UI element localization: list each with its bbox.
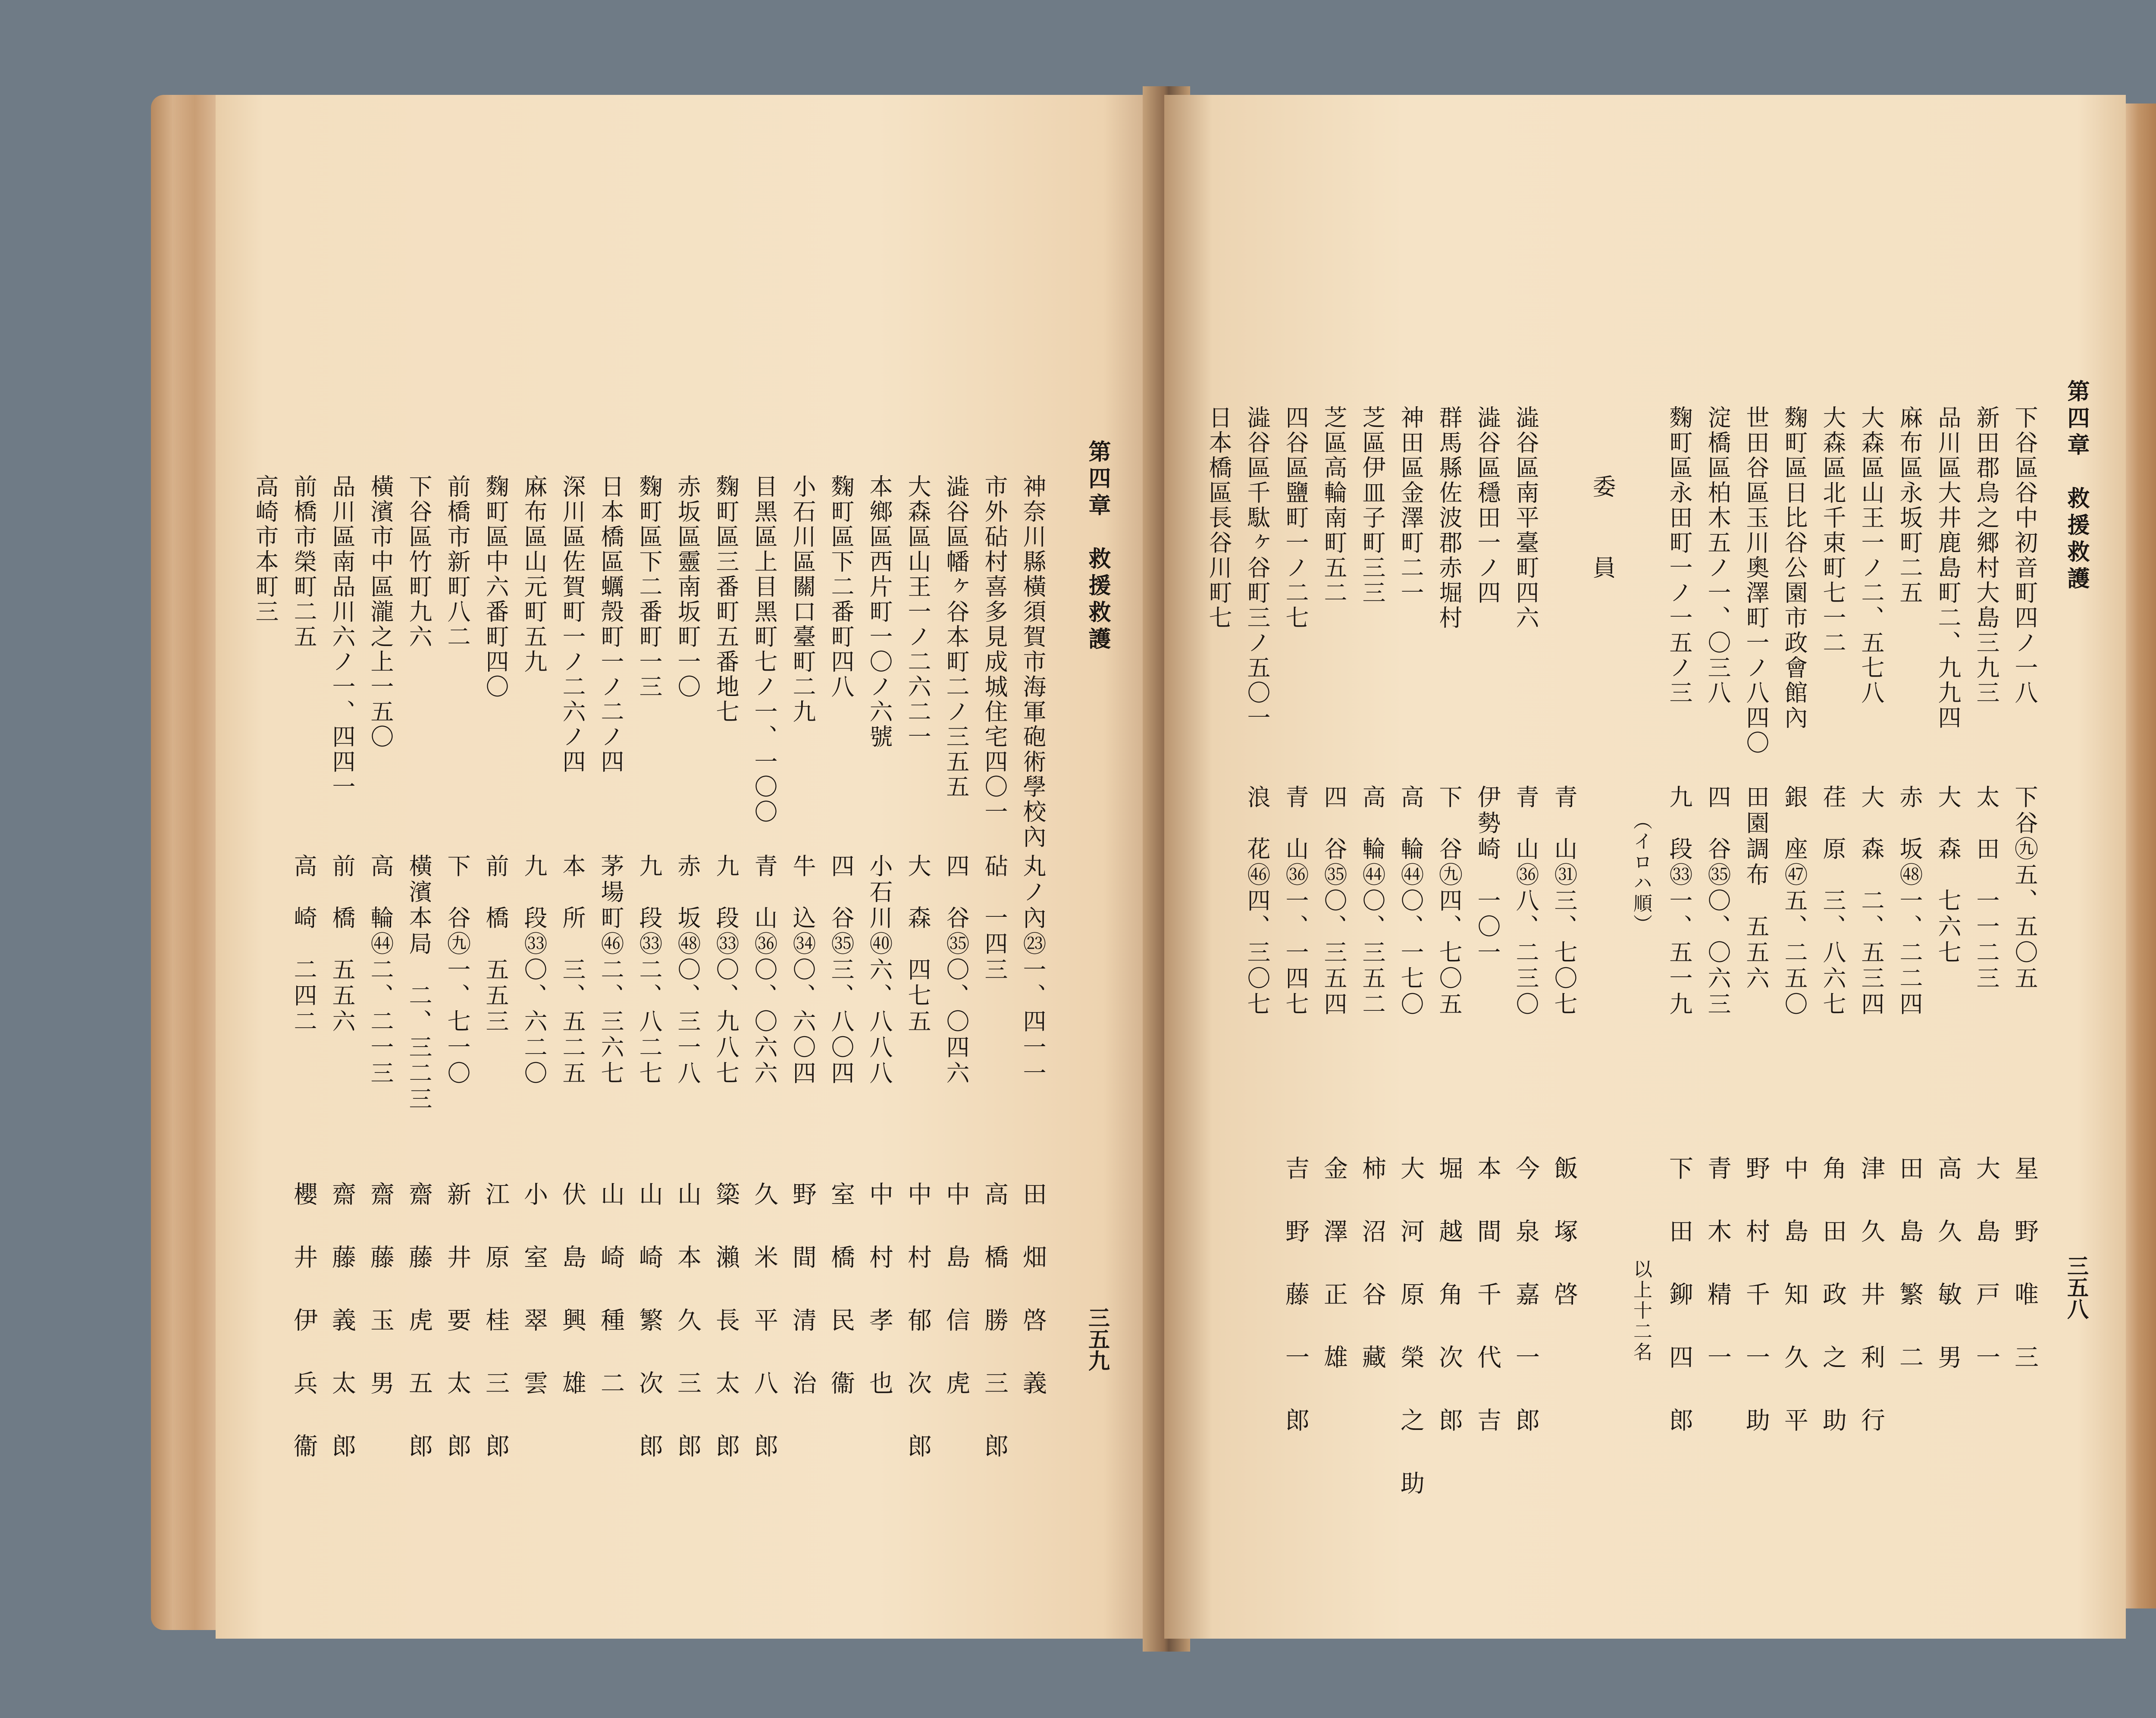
address-entry: 品川區南品川六ノ一、四四一: [329, 474, 356, 799]
phone-entry: 下 谷㊈一、七一〇: [444, 854, 471, 1087]
phone-entry: 小石川㊵六、八八八: [866, 854, 893, 1087]
member-name: 金澤正雄: [1320, 1156, 1348, 1408]
member-name: 新井要太郎: [443, 1182, 471, 1496]
phone-entry: 九 段㉝〇、六二〇: [520, 854, 548, 1087]
member-name: 星野唯三: [2011, 1156, 2039, 1408]
member-name: 中村郁次郎: [904, 1182, 932, 1496]
member-name: 山本久三郎: [674, 1182, 702, 1496]
phone-entry: 砧 一四三: [981, 854, 1008, 983]
address-entry: 目黑區上目黑町七ノ一、一〇〇: [751, 474, 778, 825]
phone-entry: （イロハ順）: [1630, 811, 1652, 935]
member-name: 田畑啓義: [1019, 1182, 1047, 1433]
phone-entry: 九 段㉝二、八二七: [636, 854, 663, 1087]
address-entry: 小石川區關口臺町二九: [789, 474, 816, 724]
right-page-header: 第四章 救援救護: [2063, 379, 2090, 593]
member-name: 堀越角次郎: [1435, 1156, 1463, 1470]
member-name: 山崎繁次郎: [635, 1182, 663, 1496]
address-entry: 下谷區竹町九六: [405, 474, 432, 649]
phone-entry: 四 谷㉟〇、〇四六: [943, 854, 970, 1087]
phone-entry: 大 森 二、五三四: [1858, 785, 1885, 1018]
member-name: 青木精一: [1704, 1156, 1732, 1408]
phone-entry: 大 森 四七五: [904, 854, 931, 1035]
phone-entry: 四 谷㉟〇、〇六三: [1704, 785, 1731, 1018]
phone-entry: 高 崎 二四二: [290, 854, 317, 1035]
address-entry: 四谷區鹽町一ノ二七: [1282, 405, 1309, 630]
phone-entry: 大 森 七六七: [1934, 785, 1962, 966]
member-name: 以上十二名: [1630, 1259, 1652, 1363]
member-name: 高久敏男: [1934, 1156, 1962, 1408]
member-name: 下田鉚四郎: [1665, 1156, 1693, 1470]
address-entry: 橫濱市中區瀧之上一五〇: [367, 474, 394, 749]
member-name: 中村孝也: [865, 1182, 893, 1433]
member-name: 野間清治: [789, 1182, 817, 1433]
address-entry: 大森區山王一ノ二、五七八: [1858, 405, 1885, 705]
address-entry: 麴町區日比谷公園市政會館內: [1781, 405, 1808, 730]
phone-entry: 青 山㊱八、二三〇: [1512, 785, 1539, 1018]
phone-entry: 赤 坂㊽一、二二四: [1896, 785, 1923, 1018]
phone-entry: 高 輪㊹〇、一七〇: [1397, 785, 1424, 1018]
member-name: 櫻井伊兵衞: [290, 1182, 318, 1496]
address-entry: 大森區山王一ノ二六二一: [904, 474, 931, 749]
right-page: [1164, 95, 2126, 1639]
address-entry: 麻布區山元町五九: [520, 474, 548, 674]
phone-entry: 下谷㊈五、五〇五: [2011, 785, 2038, 992]
member-name: 室橋民衞: [827, 1182, 855, 1433]
phone-entry: 四 谷㉟〇、三五四: [1320, 785, 1348, 1018]
left-page-number: 三五九: [1085, 1307, 1110, 1371]
address-entry: 日本橋區長谷川町七: [1205, 405, 1232, 630]
address-entry: 淀橋區柏木五ノ一、〇三八: [1704, 405, 1731, 705]
address-entry: 澁谷區南平臺町四六: [1512, 405, 1539, 630]
member-name: 中島知久平: [1780, 1156, 1808, 1470]
left-page-header: 第四章 救援救護: [1084, 440, 1111, 654]
book-page-edges-right: [2122, 103, 2156, 1608]
member-name: 久米平八郎: [750, 1182, 778, 1496]
member-name: 角田政之助: [1819, 1156, 1847, 1470]
member-name: 田島繁二: [1896, 1156, 1924, 1408]
address-entry: 前橋市新町八二: [444, 474, 471, 649]
address-entry: 澁谷區穩田一ノ四: [1474, 405, 1501, 605]
phone-entry: 伊勢崎 一〇一: [1474, 785, 1501, 966]
address-entry: 麴町區下二番町一三: [636, 474, 663, 699]
right-page-number: 三五八: [2064, 1255, 2089, 1320]
address-entry: 世田谷區玉川奧澤町一ノ八四〇: [1742, 405, 1770, 756]
member-name: 簗瀨長太郎: [712, 1182, 740, 1496]
address-entry: 麻布區永坂町二五: [1896, 405, 1923, 605]
phone-entry: 牛 込㉞〇、六〇四: [789, 854, 816, 1087]
phone-entry: 浪 花㊻四、三〇七: [1244, 785, 1271, 1018]
phone-entry: 茅場町㊻二、三六七: [597, 854, 624, 1087]
address-entry: 芝區伊皿子町三三: [1359, 405, 1386, 605]
address-entry: 大森區北千束町七一二: [1819, 405, 1846, 655]
address-entry: 深川區佐賀町一ノ二六ノ四: [559, 474, 586, 774]
address-entry: 群馬縣佐波郡赤堀村: [1435, 405, 1463, 630]
address-entry: 赤坂區靈南坂町一〇: [674, 474, 701, 699]
phone-entry: 前 橋 五五三: [482, 854, 509, 1035]
member-name: 大島戸一: [1972, 1156, 2000, 1408]
address-entry: 麴町區永田町一ノ一五ノ三: [1666, 405, 1693, 705]
left-page: [216, 95, 1160, 1639]
phone-entry: 青 山㊱一、一四七: [1282, 785, 1309, 1018]
open-book: [151, 86, 2156, 1652]
member-name: 飯塚啓: [1550, 1156, 1578, 1345]
address-entry: 澁谷區千駄ヶ谷町三ノ五〇一: [1244, 405, 1271, 730]
address-entry: 下谷區谷中初音町四ノ一八: [2011, 405, 2038, 705]
address-entry: 神奈川縣橫須賀市海軍砲術學校內: [1019, 474, 1047, 850]
member-name: 高橋勝三郎: [981, 1182, 1009, 1496]
phone-entry: 九 段㉝一、五一九: [1666, 785, 1693, 1018]
phone-entry: 高 輪㊹二、二一三: [367, 854, 394, 1087]
address-entry: 市外砧村喜多見成城住宅四〇一: [981, 474, 1008, 825]
address-entry: 高崎市本町三: [252, 474, 279, 624]
member-name: 今泉嘉一郎: [1512, 1156, 1540, 1470]
address-entry: 委 員: [1589, 474, 1616, 596]
member-name: 小室翠雲: [520, 1182, 548, 1433]
phone-entry: 四 谷㉟三、八〇四: [827, 854, 855, 1087]
address-entry: 麴町區三番町五番地七: [712, 474, 740, 724]
member-name: 齋藤玉男: [367, 1182, 395, 1433]
phone-entry: 橫濱本局 二、三二三: [405, 854, 432, 1113]
member-name: 柿沼谷藏: [1358, 1156, 1386, 1408]
address-entry: 本鄉區西片町一〇ノ六號: [866, 474, 893, 749]
phone-entry: 青 山㊱〇、〇六六: [751, 854, 778, 1087]
address-entry: 芝區高輪南町五二: [1320, 405, 1348, 605]
member-name: 中島信虎: [942, 1182, 970, 1433]
phone-entry: 田園調布 五五六: [1742, 785, 1770, 992]
phone-entry: 太 田 一一二三: [1973, 785, 2000, 992]
phone-entry: 下 谷㊈四、七〇五: [1435, 785, 1463, 1018]
phone-entry: 丸ノ內㉓一、四一一: [1019, 854, 1047, 1087]
address-entry: 日本橋區蠣殼町一ノ二ノ四: [597, 474, 624, 774]
phone-entry: 前 橋 五五六: [329, 854, 356, 1035]
member-name: 大河原榮之助: [1397, 1156, 1425, 1533]
address-entry: 澁谷區幡ヶ谷本町二ノ三五五: [943, 474, 970, 799]
member-name: 吉野藤一郎: [1282, 1156, 1310, 1470]
phone-entry: 銀 座㊼五、二五〇: [1781, 785, 1808, 1018]
book-page-edges-left: [151, 95, 224, 1630]
address-entry: 麴町區下二番町四八: [827, 474, 855, 699]
member-name: 齋藤義太郎: [328, 1182, 356, 1496]
address-entry: 新田郡烏之郷村大島三九三: [1973, 405, 2000, 705]
member-name: 伏島興雄: [558, 1182, 586, 1433]
member-name: 津久井利行: [1857, 1156, 1885, 1470]
member-name: 山崎種二: [597, 1182, 625, 1433]
address-entry: 品川區大井鹿島町二、九九四: [1934, 405, 1962, 730]
address-entry: 麴町區中六番町四〇: [482, 474, 509, 699]
member-name: 野村千一助: [1742, 1156, 1770, 1470]
member-name: 齋藤虎五郎: [405, 1182, 433, 1496]
phone-entry: 高 輪㊹〇、三五二: [1359, 785, 1386, 1018]
phone-entry: 荏 原 三、八六七: [1819, 785, 1846, 1018]
phone-entry: 青 山㉛三、七〇七: [1551, 785, 1578, 1018]
phone-entry: 赤 坂㊽〇、三一八: [674, 854, 701, 1087]
phone-entry: 本 所 三、五二五: [559, 854, 586, 1087]
member-name: 江原桂三郎: [482, 1182, 510, 1496]
address-entry: 神田區金澤町二一: [1397, 405, 1424, 605]
phone-entry: 九 段㉝〇、九八七: [712, 854, 740, 1087]
member-name: 本間千代吉: [1473, 1156, 1501, 1470]
address-entry: 前橋市榮町二五: [290, 474, 317, 649]
